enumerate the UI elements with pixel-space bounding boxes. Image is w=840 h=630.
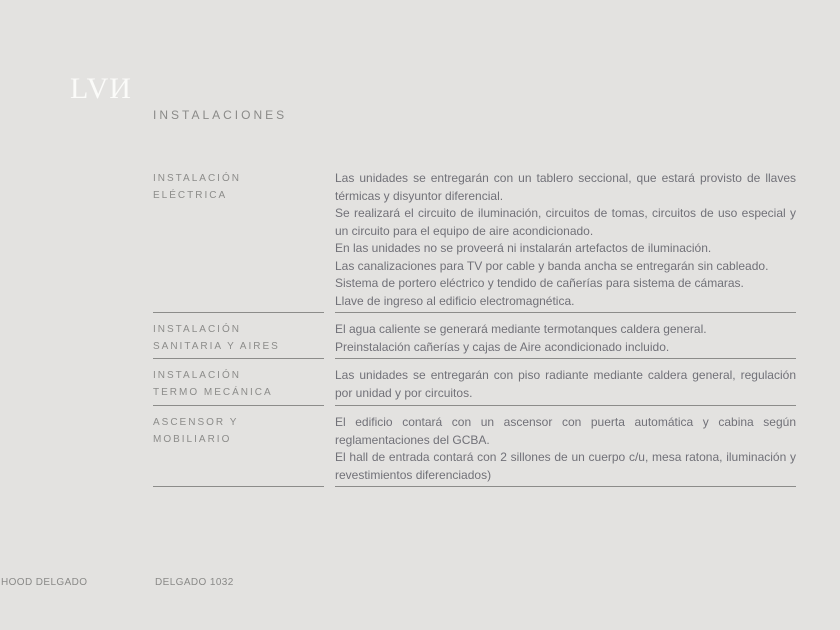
section-label bbox=[153, 406, 324, 487]
section-paragraph: Las unidades se entregarán con piso radiante mediante caldera general, regulación por unidad y por circuitos. bbox=[335, 368, 796, 400]
column-gap bbox=[324, 359, 335, 406]
section-label bbox=[153, 313, 324, 359]
column-gap bbox=[324, 170, 335, 313]
column-gap bbox=[324, 313, 335, 359]
section-instalacion-termo-mecanica bbox=[153, 359, 796, 406]
section-paragraph: Sistema de portero eléctrico y tendido de cañerías para sistema de cámaras. bbox=[335, 276, 744, 290]
section-label bbox=[153, 359, 324, 406]
section-label-line: MOBILIARIO bbox=[153, 434, 232, 445]
brand-logo: LVИ bbox=[70, 72, 132, 105]
footer-address: DELGADO 1032 bbox=[155, 577, 234, 588]
section-label-line: ASCENSOR Y bbox=[153, 417, 239, 428]
section-paragraph: Las unidades se entregarán con un tablero seccional, que estará provisto de llaves térmicas y disyuntor diferencial. bbox=[335, 171, 796, 203]
column-gap bbox=[324, 406, 335, 487]
section-paragraph: El agua caliente se generará mediante termotanques caldera general. bbox=[335, 322, 707, 336]
section-paragraph: Se realizará el circuito de iluminación, circuitos de tomas, circuitos de uso especial y un circuito para el equipo de aire acondicionado. bbox=[335, 206, 796, 238]
section-paragraph: El edificio contará con un ascensor con puerta automática y cabina según reglamentaciones del GCBA. bbox=[335, 415, 796, 447]
section-label bbox=[153, 170, 324, 313]
section-paragraph: Las canalizaciones para TV por cable y banda ancha se entregarán sin cableado. bbox=[335, 258, 769, 273]
section-paragraph: Llave de ingreso al edificio electromagnética. bbox=[335, 293, 575, 308]
section-instalacion-electrica bbox=[153, 170, 796, 313]
section-label-line: TERMO MECÁNICA bbox=[153, 387, 273, 398]
section-paragraph: Preinstalación cañerías y cajas de Aire acondicionado incluido. bbox=[335, 339, 670, 354]
section-label-line: ELÉCTRICA bbox=[153, 190, 228, 201]
section-body bbox=[335, 406, 796, 487]
section-ascensor-y-mobiliario bbox=[153, 406, 796, 487]
footer-project-name: HOOD DELGADO bbox=[1, 577, 88, 588]
page-title: INSTALACIONES bbox=[153, 108, 288, 122]
section-label-line: INSTALACIÓN bbox=[153, 324, 241, 335]
section-label-line: INSTALACIÓN bbox=[153, 173, 241, 184]
section-paragraph: En las unidades no se proveerá ni instalarán artefactos de iluminación. bbox=[335, 241, 712, 255]
section-body bbox=[335, 313, 796, 359]
section-instalacion-sanitaria-y-aires bbox=[153, 313, 796, 359]
section-label-line: INSTALACIÓN bbox=[153, 370, 241, 381]
section-body bbox=[335, 359, 796, 406]
section-paragraph: El hall de entrada contará con 2 sillones de un cuerpo c/u, mesa ratona, iluminación y revestimientos diferenciados) bbox=[335, 450, 796, 482]
section-body bbox=[335, 170, 796, 313]
installations-table bbox=[153, 170, 796, 487]
section-label-line: SANITARIA Y AIRES bbox=[153, 341, 280, 352]
